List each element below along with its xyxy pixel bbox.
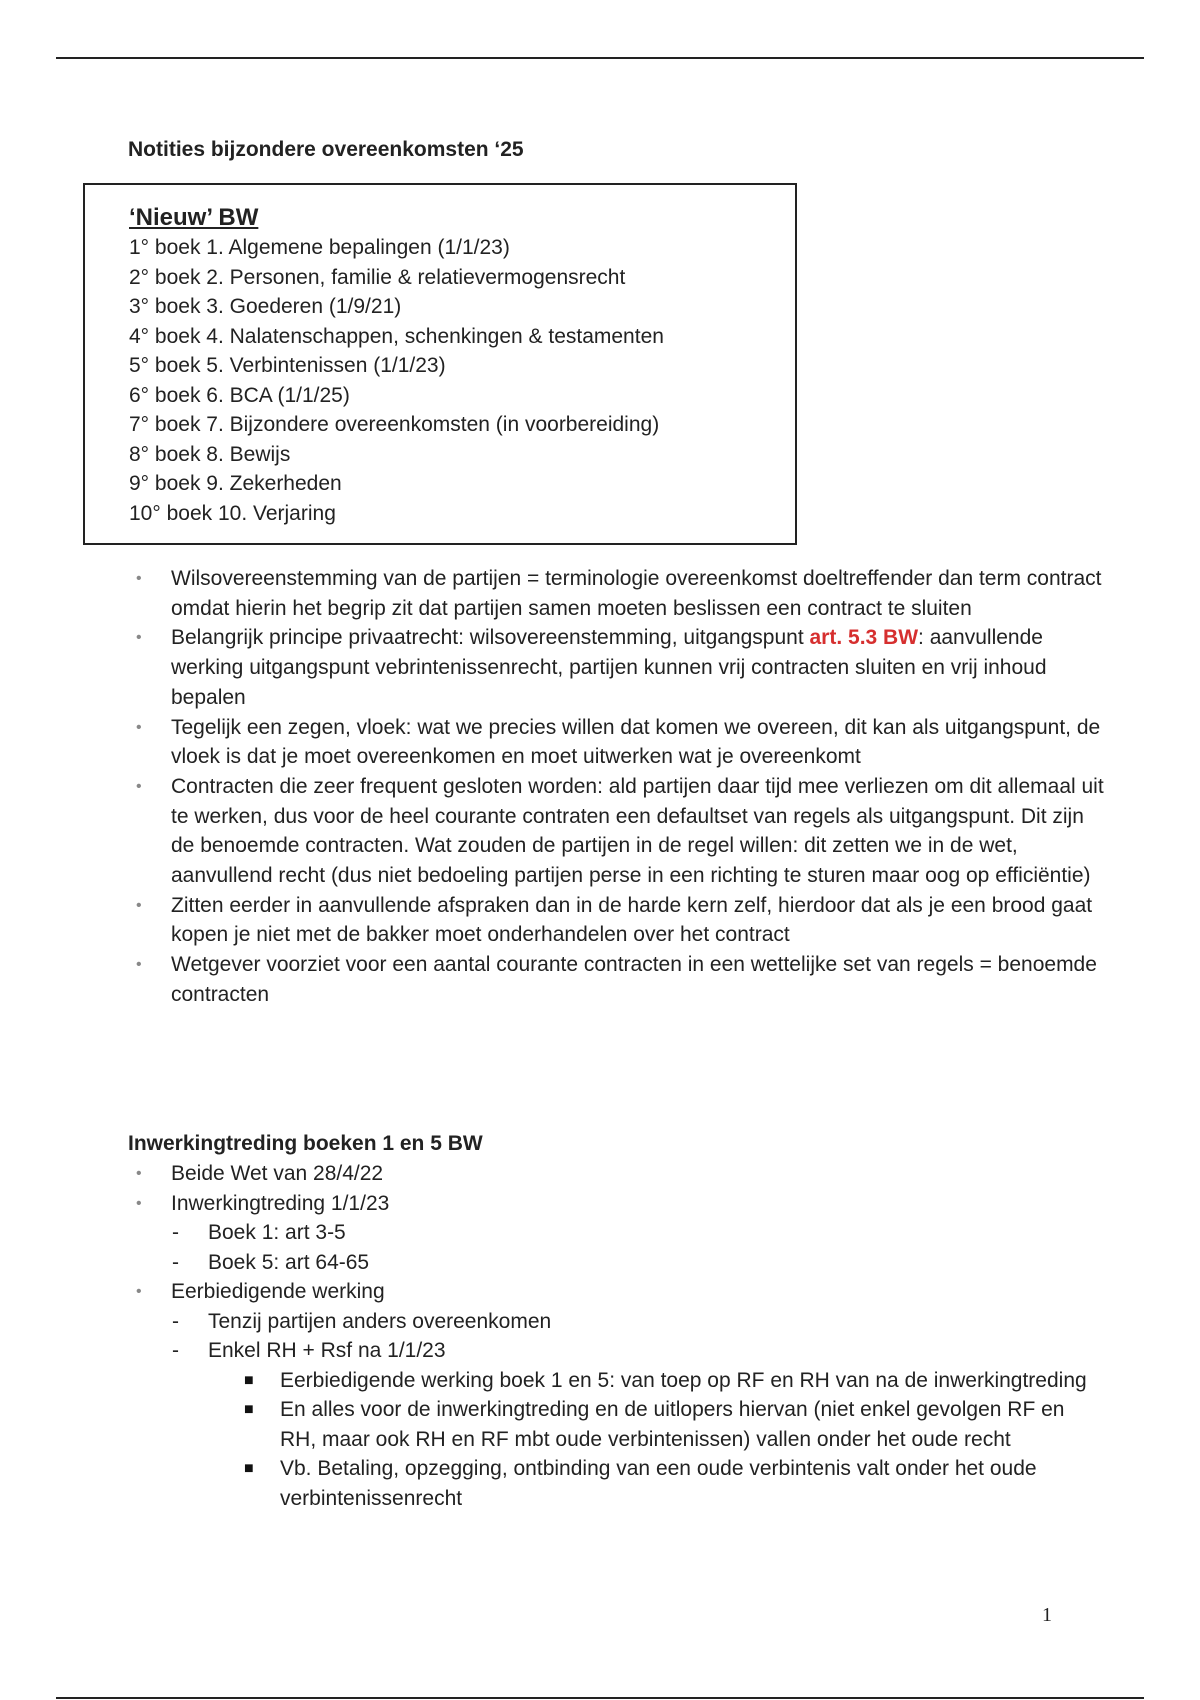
- bw-book-item: 7° boek 7. Bijzondere overeenkomsten (in voorbereiding): [129, 413, 660, 436]
- bullet-item: [128, 950, 1111, 1009]
- header-rule: [56, 57, 1144, 59]
- outline-text: Inwerkingtreding 1/1/23: [171, 1191, 390, 1215]
- bullet-marker: •: [136, 570, 142, 587]
- outline-text: Beide Wet van 28/4/22: [171, 1162, 384, 1185]
- bullet-text: Zitten eerder in aanvullende afspraken dan in de harde kern zelf, hierdoor dat als je een brood gaat kopen je niet met de bakker moet onderhandelen over het contract: [171, 893, 1093, 947]
- bullet-marker: •: [136, 1194, 142, 1212]
- footer-rule: [56, 1697, 1144, 1699]
- outline-text: Enkel RH + Rsf na 1/1/23: [208, 1339, 446, 1362]
- dash-marker: -: [172, 1250, 179, 1274]
- bw-book-item: 9° boek 9. Zekerheden: [129, 472, 342, 495]
- outline-item-level2: [128, 1336, 1088, 1366]
- outline-text: Eerbiedigende werking: [171, 1280, 385, 1303]
- bullet-marker: •: [136, 777, 142, 795]
- outline-text: Vb. Betaling, opzegging, ontbinding van een oude verbintenis valt onder het oude verbintenissenrecht: [280, 1457, 1037, 1510]
- outline-item-level3: [128, 1454, 1088, 1513]
- article-reference: art. 5.3 BW: [809, 626, 919, 650]
- bw-book-item: 5° boek 5. Verbintenissen (1/1/23): [129, 354, 446, 377]
- bw-book-item: 10° boek 10. Verjaring: [129, 501, 336, 525]
- bw-book-item: 2° boek 2. Personen, familie & relatievermogensrecht: [129, 265, 626, 289]
- bw-book-item: 3° boek 3. Goederen (1/9/21): [129, 295, 402, 318]
- outline-item-level2: [128, 1248, 1088, 1278]
- bullet-marker: •: [136, 1283, 142, 1300]
- new-bw-box: [83, 183, 797, 545]
- outline-text: Tenzij partijen anders overeenkomen: [208, 1309, 552, 1333]
- dash-marker: -: [172, 1221, 179, 1244]
- bw-book-item: 4° boek 4. Nalatenschappen, schenkingen & testamenten: [129, 324, 664, 348]
- bullet-item: [128, 713, 1111, 772]
- bw-book-item: 8° boek 8. Bewijs: [129, 442, 291, 466]
- bw-book-item: 1° boek 1. Algemene bepalingen (1/1/23): [129, 236, 510, 259]
- bullet-marker: •: [136, 718, 142, 736]
- outline-item-level1: [128, 1159, 1088, 1189]
- bullet-item: [128, 623, 1111, 712]
- dash-marker: -: [172, 1309, 179, 1333]
- outline-item-level1: [128, 1277, 1088, 1307]
- dash-marker: -: [172, 1339, 179, 1362]
- outline-item-level2: [128, 1307, 1088, 1337]
- outline-item-level1: [128, 1189, 1088, 1219]
- inwerkingtreding-outline: [128, 1159, 1088, 1513]
- bullet-text: : aanvullende werking uitgangspunt vebrintenissenrecht, partijen kunnen vrij contracten sluiten en vrij inhoud bepalen: [171, 626, 1047, 709]
- bullet-text: Belangrijk principe privaatrecht: wilsovereenstemming, uitgangspunt: [171, 626, 810, 650]
- outline-item-level2: [128, 1218, 1088, 1248]
- bullet-text: Tegelijk een zegen, vloek: wat we precies willen dat komen we overeen, dit kan als uitgangspunt, de vloek is dat je moet overeenkomen en moet uitwerken wat je overeenkomt: [171, 715, 1101, 769]
- square-marker: ■: [244, 1401, 254, 1418]
- intro-bullet-list: [128, 564, 1111, 1010]
- bw-book-item: 6° boek 6. BCA (1/1/25): [129, 383, 350, 407]
- bullet-item: [128, 891, 1111, 950]
- new-bw-heading: ‘Nieuw’ BW: [129, 204, 259, 231]
- bullet-item: [128, 772, 1111, 891]
- outline-text: Boek 5: art 64-65: [208, 1250, 370, 1274]
- outline-text: Boek 1: art 3-5: [208, 1221, 346, 1244]
- bullet-text: Wetgever voorziet voor een aantal courante contracten in een wettelijke set van regels = benoemde contracten: [171, 953, 1097, 1006]
- outline-item-level3: [128, 1395, 1088, 1454]
- outline-text: En alles voor de inwerkingtreding en de uitlopers hiervan (niet enkel gevolgen RF en RH, maar ook RH en RF mbt oude verbintenissen) vallen onder het oude recht: [280, 1398, 1065, 1451]
- bullet-text: Contracten die zeer frequent gesloten worden: ald partijen daar tijd mee verliezen om dit allemaal uit te werken, dus voor de heel courante contraten een defaultset van regels als uitgangspunt. Dit zijn de benoemde contracten. Wat zouden de partijen in de regel willen: dit zetten we in de wet, aanvullend recht (dus niet bedoeling partijen perse in een richting te sturen maar oog op efficiëntie): [171, 774, 1104, 888]
- bw-books-list: [129, 233, 664, 528]
- bullet-item: [128, 564, 1111, 623]
- bullet-marker: •: [136, 629, 142, 647]
- outline-item-level3: [128, 1366, 1088, 1396]
- section-title: Inwerkingtreding boeken 1 en 5 BW: [128, 1132, 483, 1155]
- bullet-text: Wilsovereenstemming van de partijen = terminologie overeenkomst doeltreffender dan term contract omdat hierin het begrip zit dat partijen samen moeten beslissen een contract te sluiten: [171, 567, 1102, 620]
- bullet-marker: •: [136, 1165, 142, 1182]
- bullet-marker: •: [136, 896, 142, 914]
- square-marker: ■: [244, 1371, 254, 1389]
- page-number: 1: [1042, 1604, 1052, 1626]
- outline-text: Eerbiedigende werking boek 1 en 5: van toep op RF en RH van na de inwerkingtreding: [280, 1368, 1087, 1392]
- square-marker: ■: [244, 1460, 254, 1477]
- document-title: Notities bijzondere overeenkomsten ‘25: [128, 138, 524, 161]
- bullet-marker: •: [136, 956, 142, 974]
